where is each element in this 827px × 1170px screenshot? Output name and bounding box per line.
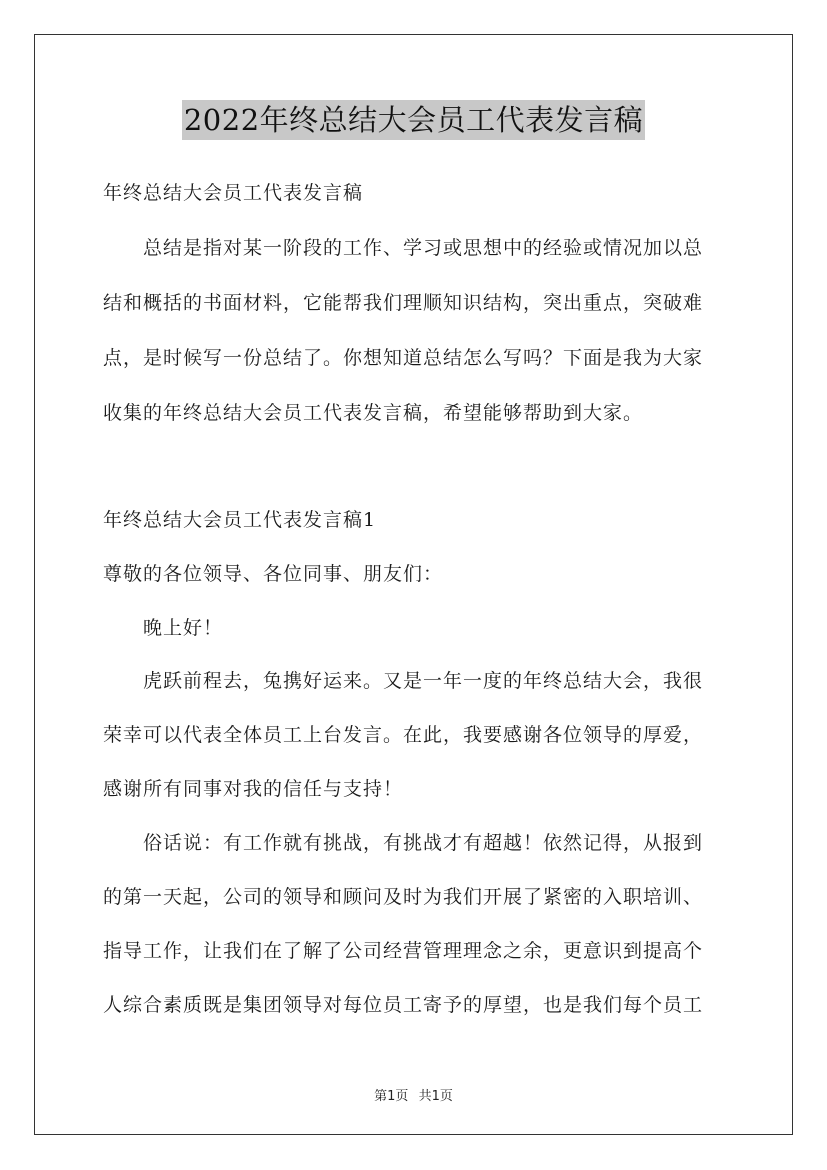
intro-line-1: 总结是指对某一阶段的工作、学习或思想中的经验或情况加以总 (143, 237, 704, 259)
para2-line-4: 人综合素质既是集团领导对每位员工寄予的厚望，也是我们每个员工 (103, 994, 704, 1016)
intro-line-3: 点，是时候写一份总结了。你想知道总结怎么写吗？下面是我为大家 (103, 347, 704, 369)
intro-line-4: 收集的年终总结大会员工代表发言稿，希望能够帮助到大家。 (103, 402, 644, 424)
para1-line-3: 感谢所有同事对我的信任与支持！ (103, 778, 404, 800)
page-total: 共1页 (418, 1089, 453, 1104)
para2-line-3: 指导工作，让我们在了解了公司经营管理理念之余，更意识到提高个 (103, 940, 704, 962)
para1-line-1: 虎跃前程去，兔携好运来。又是一年一度的年终总结大会，我很 (143, 670, 704, 692)
section-heading: 年终总结大会员工代表发言稿1 (103, 509, 377, 531)
page-number: 第1页 (374, 1089, 409, 1104)
para2-line-2: 的第一天起，公司的领导和顾问及时为我们开展了紧密的入职培训、 (103, 886, 704, 908)
subtitle: 年终总结大会员工代表发言稿 (103, 182, 364, 204)
page-footer (0, 1085, 827, 1104)
para2-line-1: 俗话说：有工作就有挑战，有挑战才有超越！依然记得，从报到 (143, 832, 704, 854)
salutation: 尊敬的各位领导、各位同事、朋友们： (103, 563, 444, 585)
para1-line-2: 荣幸可以代表全体员工上台发言。在此，我要感谢各位领导的厚爱， (103, 724, 704, 746)
document-title: 2022年终总结大会员工代表发言稿 (182, 100, 645, 140)
intro-line-2: 结和概括的书面材料，它能帮我们理顺知识结构，突出重点，突破难 (103, 292, 704, 314)
greeting: 晚上好！ (143, 617, 224, 639)
